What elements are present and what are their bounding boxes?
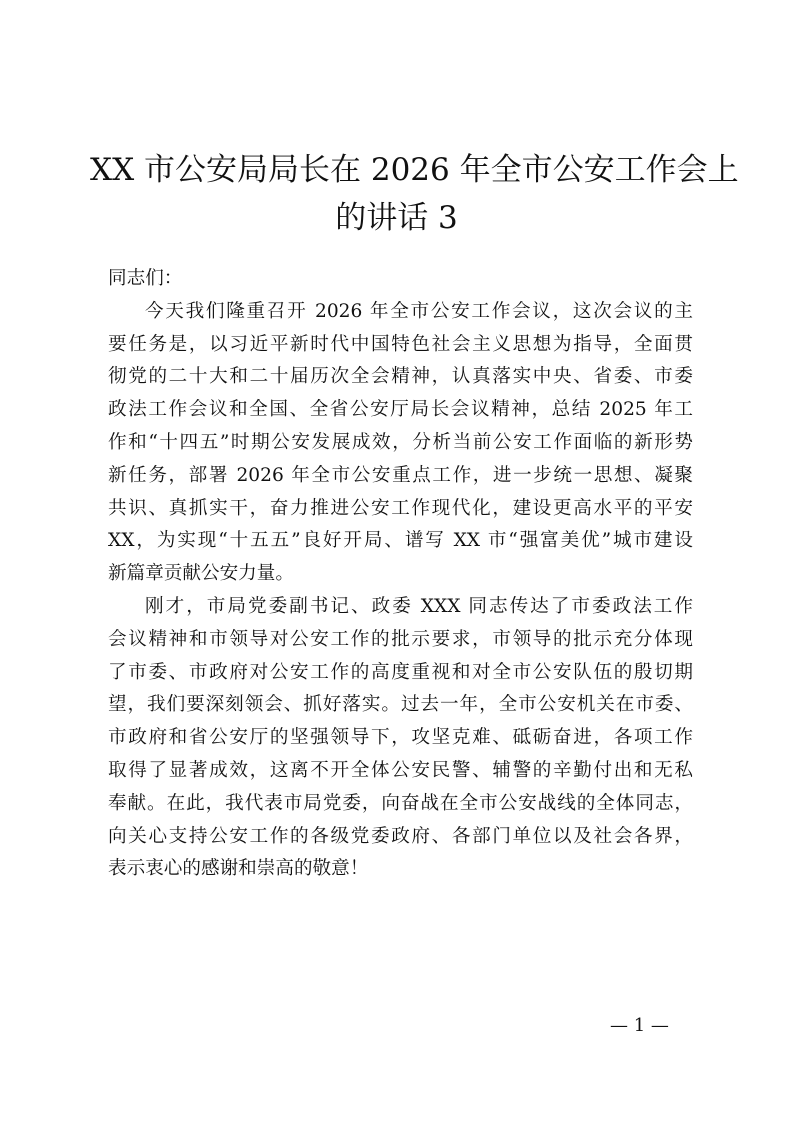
paragraph-2 bbox=[108, 591, 693, 886]
page-number: — 1 — bbox=[610, 1015, 669, 1036]
paragraph-line: 新任务，部署 2026 年全市公安重点工作，进一步统一思想、凝聚 bbox=[108, 464, 693, 486]
paragraph-line: 市政府和省公安厅的坚强领导下，攻坚克难、砥砺奋进，各项工作 bbox=[108, 727, 693, 749]
paragraph-line: XX，为实现“十五五”良好开局、谱写 XX 市“强富美优”城市建设 bbox=[108, 530, 693, 552]
paragraph-line: 表示衷心的感谢和崇高的敬意！ bbox=[108, 858, 369, 880]
paragraph-line: 彻党的二十大和二十届历次全会精神，认真落实中央、省委、市委 bbox=[108, 366, 693, 388]
paragraph-line: 作和“十四五”时期公安发展成效，分析当前公安工作面临的新形势 bbox=[108, 431, 693, 453]
paragraph-line: 会议精神和市领导对公安工作的批示要求，市领导的批示充分体现 bbox=[108, 628, 693, 650]
greeting: 同志们： bbox=[108, 268, 183, 289]
paragraph-line: 要任务是，以习近平新时代中国特色社会主义思想为指导，全面贯 bbox=[108, 333, 693, 355]
paragraph-line: 奉献。在此，我代表市局党委，向奋战在全市公安战线的全体同志， bbox=[108, 792, 693, 814]
paragraph-line: 新篇章贡献公安力量。 bbox=[108, 563, 294, 585]
paragraph-line: 向关心支持公安工作的各级党委政府、各部门单位以及社会各界， bbox=[108, 825, 693, 847]
document-body bbox=[108, 263, 693, 886]
paragraph-line: 政法工作会议和全国、全省公安厅局长会议精神，总结 2025 年工 bbox=[108, 399, 693, 421]
paragraph-1 bbox=[108, 296, 693, 591]
paragraph-line: 取得了显著成效，这离不开全体公安民警、辅警的辛勤付出和无私 bbox=[108, 759, 693, 781]
paragraph-line: 今天我们隆重召开 2026 年全市公安工作会议，这次会议的主 bbox=[145, 300, 693, 322]
title-line-2: 的讲话 3 bbox=[335, 200, 458, 236]
document-title bbox=[90, 146, 739, 242]
paragraph-line: 望，我们要深刻领会、抓好落实。过去一年，全市公安机关在市委、 bbox=[108, 694, 693, 716]
paragraph-line: 了市委、市政府对公安工作的高度重视和对全市公安队伍的殷切期 bbox=[108, 661, 693, 683]
paragraph-line: 刚才，市局党委副书记、政委 XXX 同志传达了市委政法工作 bbox=[145, 595, 693, 617]
paragraph-line: 共识、真抓实干，奋力推进公安工作现代化，建设更高水平的平安 bbox=[108, 497, 693, 519]
title-line-1: XX 市公安局局长在 2026 年全市公安工作会上 bbox=[90, 152, 739, 188]
